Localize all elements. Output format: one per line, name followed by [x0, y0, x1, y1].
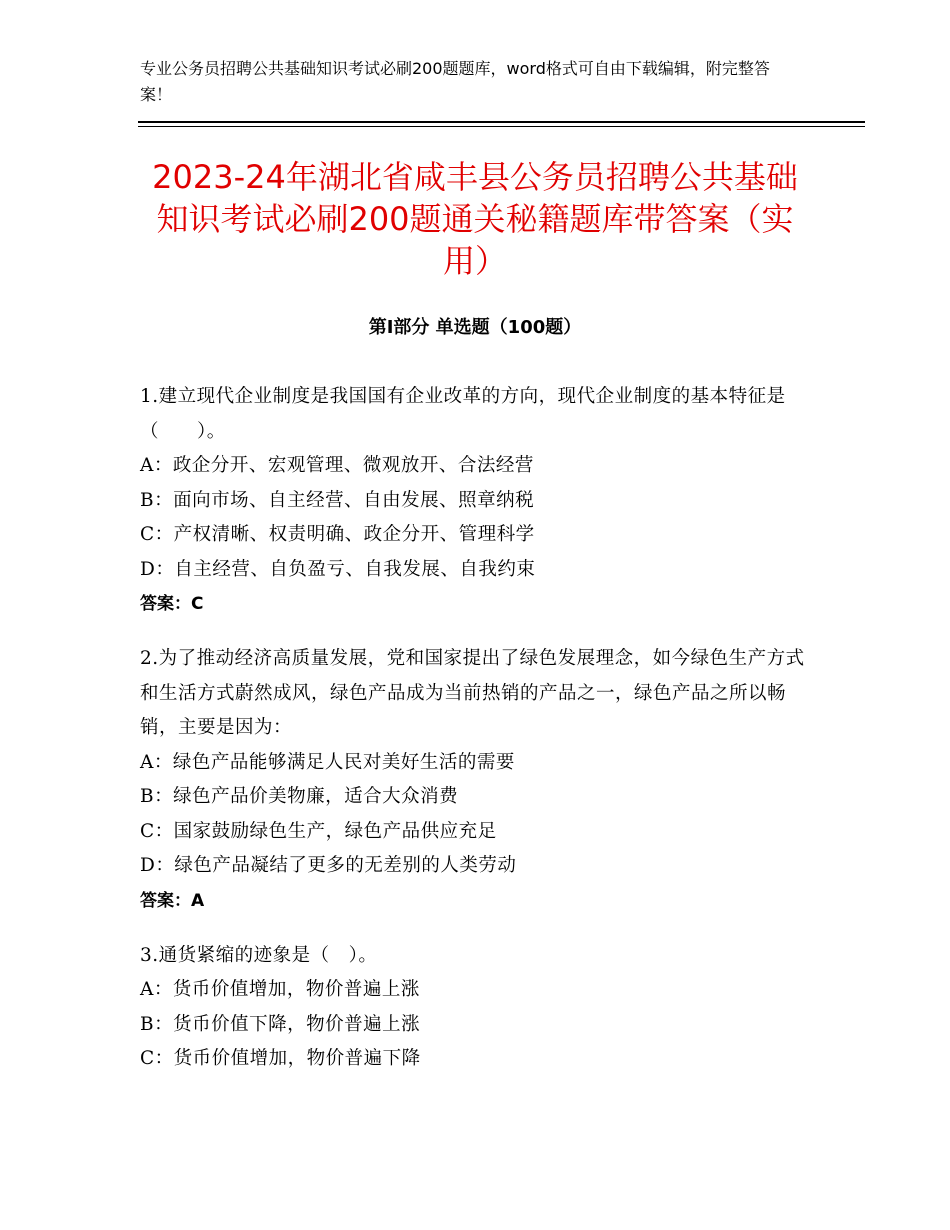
option-c: C：货币价值增加，物价普遍下降	[140, 1048, 421, 1069]
header-divider-thin	[138, 126, 865, 127]
option-b: B：面向市场、自主经营、自由发展、照章纳税	[140, 489, 535, 511]
option-c: C：产权清晰、权责明确、政企分开、管理科学	[140, 524, 535, 545]
option-a: A：货币价值增加，物价普遍上涨	[140, 979, 420, 1000]
question-stem: 2.为了推动经济高质量发展，党和国家提出了绿色发展理念，如今绿色生产方式和生活方式蔚然成风，绿色产品成为当前热销的产品之一，绿色产品之所以畅销，主要是因为：	[140, 648, 805, 738]
header-divider-thick	[138, 121, 865, 123]
section-heading: 第Ⅰ部分 单选题（100题）	[368, 317, 582, 338]
option-b: B：货币价值下降，物价普遍上涨	[140, 1013, 421, 1035]
question-3	[140, 939, 820, 1077]
option-d: D：自主经营、自负盈亏、自我发展、自我约束	[140, 558, 536, 580]
option-d: D：绿色产品凝结了更多的无差别的人类劳动	[140, 855, 517, 876]
document-title: 2023-24年湖北省咸丰县公务员招聘公共基础知识考试必刷200题通关秘籍题库带答案（实用）	[152, 158, 798, 280]
question-stem: 1.建立现代企业制度是我国国有企业改革的方向，现代企业制度的基本特征是（ ）。	[140, 386, 786, 442]
answer-line: 答案：C	[140, 594, 204, 614]
header-note: 专业公务员招聘公共基础知识考试必刷200题题库，word格式可自由下载编辑，附完整答案！	[140, 59, 770, 104]
option-c: C：国家鼓励绿色生产，绿色产品供应充足	[140, 820, 497, 842]
question-stem: 3.通货紧缩的迹象是（ ）。	[140, 944, 378, 966]
answer-line: 答案：A	[140, 890, 205, 911]
option-a: A：绿色产品能够满足人民对美好生活的需要	[140, 751, 515, 773]
question-2	[140, 642, 820, 918]
option-b: B：绿色产品价美物廉，适合大众消费	[140, 786, 459, 807]
question-1	[140, 380, 820, 621]
option-a: A：政企分开、宏观管理、微观放开、合法经营	[140, 455, 534, 476]
question-list	[140, 380, 820, 1098]
